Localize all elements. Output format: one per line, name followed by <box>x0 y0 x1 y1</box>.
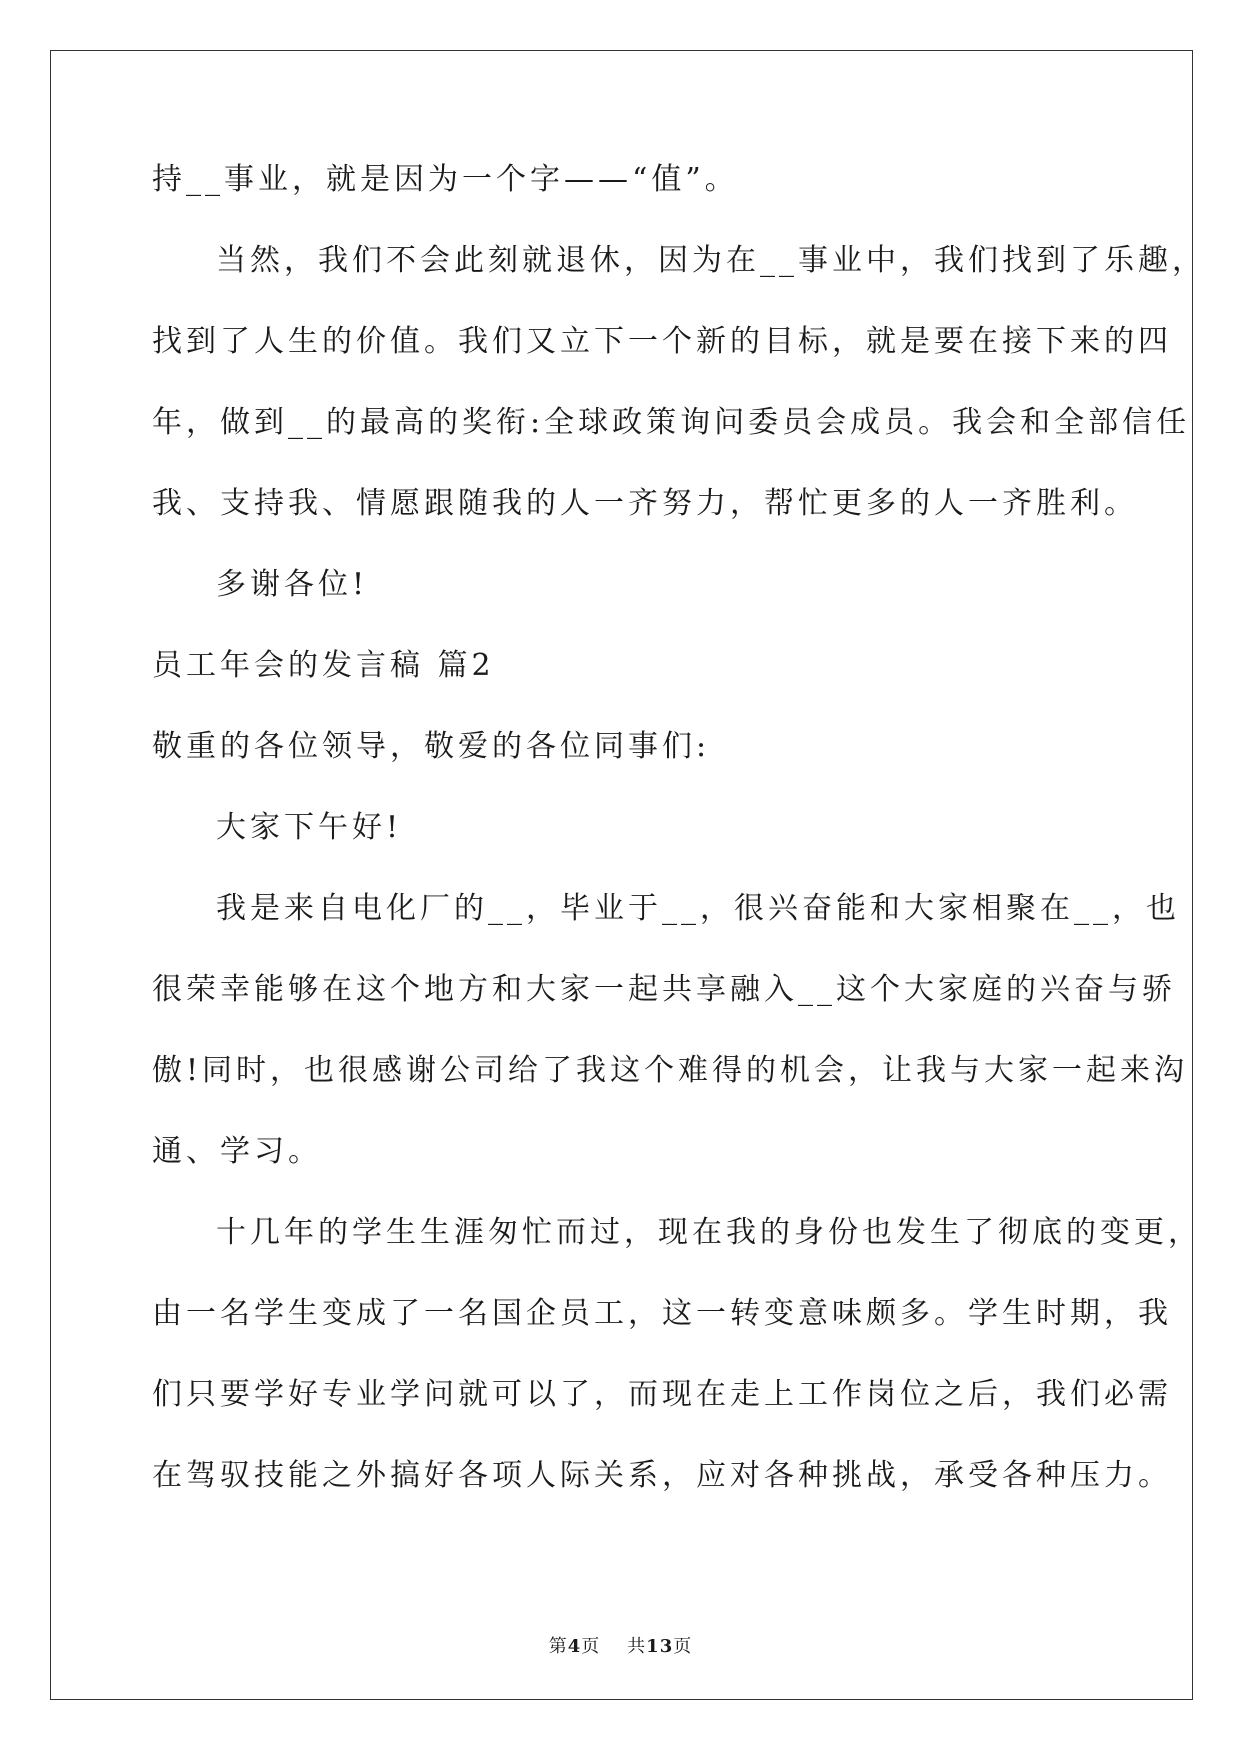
closing-thanks: 多谢各位! <box>216 567 369 602</box>
salutation: 敬重的各位领导，敬爱的各位同事们: <box>152 729 711 764</box>
page-footer <box>0 1632 1241 1658</box>
text-line: 持__事业，就是因为一个字——“值”。 <box>152 162 739 197</box>
footer-prefix: 第 <box>548 1636 568 1657</box>
text-line: 傲!同时，也很感谢公司给了我这个难得的机会，让我与大家一起来沟 <box>152 1053 1189 1088</box>
text-line: 年，做到__的最高的奖衔:全球政策询问委员会成员。我会和全部信任 <box>152 405 1191 440</box>
text-line: 通、学习。 <box>152 1134 322 1169</box>
text-line: 在驾驭技能之外搞好各项人际关系，应对各种挑战，承受各种压力。 <box>152 1458 1172 1493</box>
text-line: 们只要学好专业学问就可以了，而现在走上工作岗位之后，我们必需 <box>152 1377 1172 1412</box>
text-line: 当然，我们不会此刻就退休，因为在__事业中，我们找到了乐趣， <box>216 243 1206 278</box>
page-number: 4 <box>567 1636 582 1657</box>
text-line: 由一名学生变成了一名国企员工，这一转变意味颇多。学生时期，我 <box>152 1296 1172 1331</box>
total-pages: 13 <box>646 1636 674 1657</box>
section-heading: 员工年会的发言稿 篇2 <box>152 648 495 683</box>
text-line: 十几年的学生生涯匆忙而过，现在我的身份也发生了彻底的变更， <box>216 1215 1202 1250</box>
footer-total-prefix: 共 <box>627 1636 647 1657</box>
text-line: 我、支持我、情愿跟随我的人一齐努力，帮忙更多的人一齐胜利。 <box>152 486 1138 521</box>
text-line: 我是来自电化厂的__，毕业于__，很兴奋能和大家相聚在__，也 <box>216 891 1180 926</box>
text-line: 找到了人生的价值。我们又立下一个新的目标，就是要在接下来的四 <box>152 324 1172 359</box>
footer-total-suffix: 页 <box>673 1636 693 1657</box>
text-line: 很荣幸能够在这个地方和大家一起共享融入__这个大家庭的兴奋与骄 <box>152 972 1176 1007</box>
footer-page-suffix: 页 <box>581 1636 601 1657</box>
document-body <box>152 160 1206 1537</box>
greeting: 大家下午好! <box>216 810 403 845</box>
